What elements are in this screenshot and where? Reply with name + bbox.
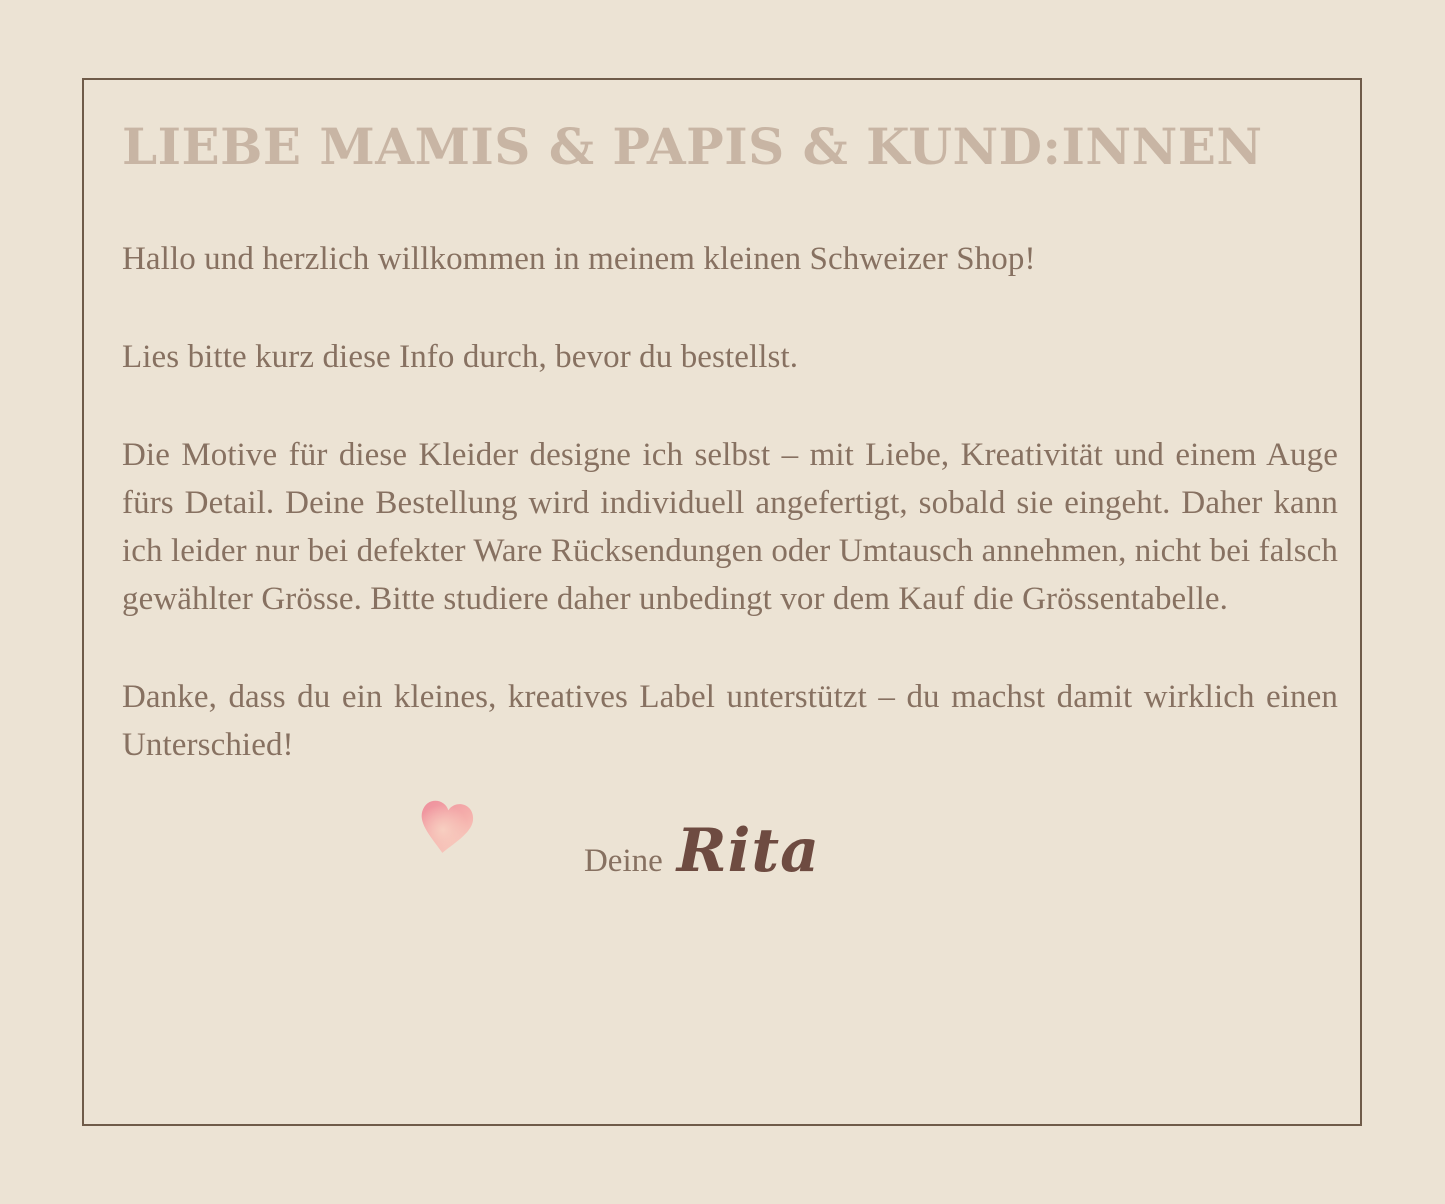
read-info-paragraph: Lies bitte kurz diese Info durch, bevor du bestellst. (122, 339, 799, 375)
signature-prefix: Deine (583, 843, 663, 879)
shop-info-card (82, 78, 1362, 1126)
signature-name: Rita (676, 816, 821, 886)
welcome-paragraph: Hallo und herzlich willkommen in meinem kleinen Schweizer Shop! (122, 241, 1036, 277)
signature-line (94, 811, 1310, 907)
thanks-paragraph: Danke, dass du ein kleines, kreatives Label unterstützt – du machst damit wirklich einen Unterschied! (122, 679, 1338, 763)
card-heading: LIEBE MAMIS & PAPIS & KUND:INNEN (122, 117, 1263, 176)
order-policy-paragraph: Die Motive für diese Kleider designe ich selbst – mit Liebe, Kreativität und einem Auge fürs Detail. Deine Bestellung wird individuell angefertigt, sobald sie eingeht. Daher kann ich leider nur bei defekter Ware Rücksendungen oder Umtausch annehmen, nicht bei falsch gewählter Grösse. Bitte studiere daher unbedingt vor dem Kauf die Grössentabelle. (122, 437, 1338, 617)
